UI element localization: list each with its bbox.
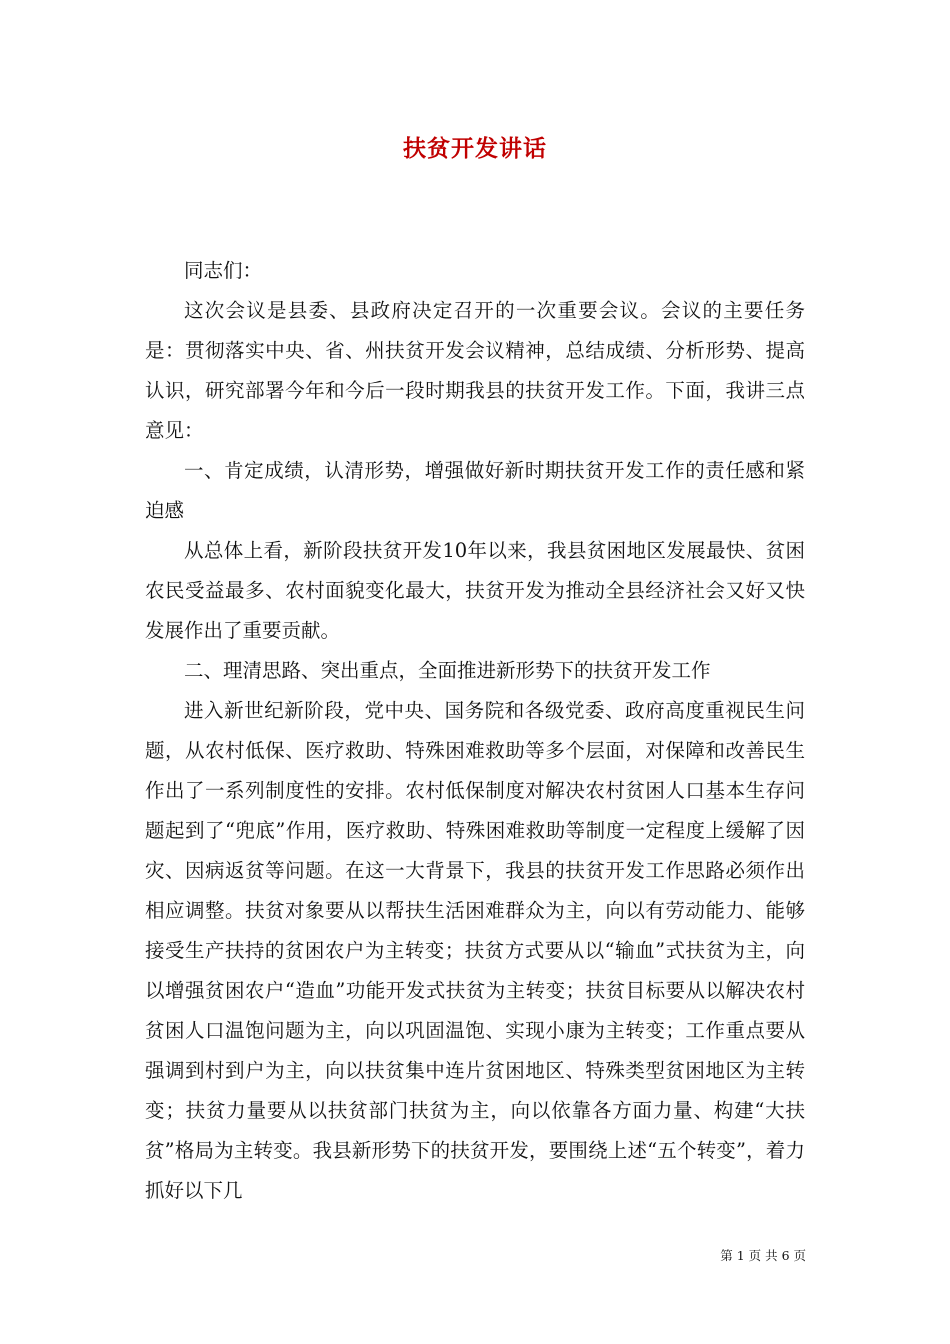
page-number: 第 1 页 共 6 页	[720, 1248, 806, 1263]
paragraph-greeting: 同志们：	[184, 259, 263, 282]
paragraph-summary: 从总体上看，新阶段扶贫开发10年以来，我县贫困地区发展最快、贫困农民受益最多、农村面貌变化最大，扶贫开发为推动全县经济社会又好又快发展作出了重要贡献。	[145, 539, 805, 642]
paragraph-intro: 这次会议是县委、县政府决定召开的一次重要会议。会议的主要任务是：贯彻落实中央、省、州扶贫开发会议精神，总结成绩、分析形势、提高认识，研究部署今年和今后一段时期我县的扶贫开发工作。下面，我讲三点意见：	[145, 299, 805, 442]
document-body	[145, 251, 805, 1211]
paragraph-heading-one: 一、肯定成绩，认清形势，增强做好新时期扶贫开发工作的责任感和紧迫感	[145, 459, 805, 522]
paragraph-new-stage: 进入新世纪新阶段，党中央、国务院和各级党委、政府高度重视民生问题，从农村低保、医疗救助、特殊困难救助等多个层面，对保障和改善民生作出了一系列制度性的安排。农村低保制度对解决农村贫困人口基本生存问题起到了“兜底”作用，医疗救助、特殊困难救助等制度一定程度上缓解了因灾、因病返贫等问题。在这一大背景下，我县的扶贫开发工作思路必须作出相应调整。扶贫对象要从以帮扶生活困难群众为主，向以有劳动能力、能够接受生产扶持的贫困农户为主转变；扶贫方式要从以“输血”式扶贫为主，向以增强贫困农户“造血”功能开发式扶贫为主转变；扶贫目标要从以解决农村贫困人口温饱问题为主，向以巩固温饱、实现小康为主转变；工作重点要从强调到村到户为主，向以扶贫集中连片贫困地区、特殊类型贫困地区为主转变；扶贫力量要从以扶贫部门扶贫为主，向以依靠各方面力量、构建“大扶贫”格局为主转变。我县新形势下的扶贫开发，要围绕上述“五个转变”，着力抓好以下几	[145, 699, 805, 1202]
paragraph-heading-two: 二、理清思路、突出重点，全面推进新形势下的扶贫开发工作	[184, 659, 711, 682]
document-title: 扶贫开发讲话	[403, 135, 547, 162]
